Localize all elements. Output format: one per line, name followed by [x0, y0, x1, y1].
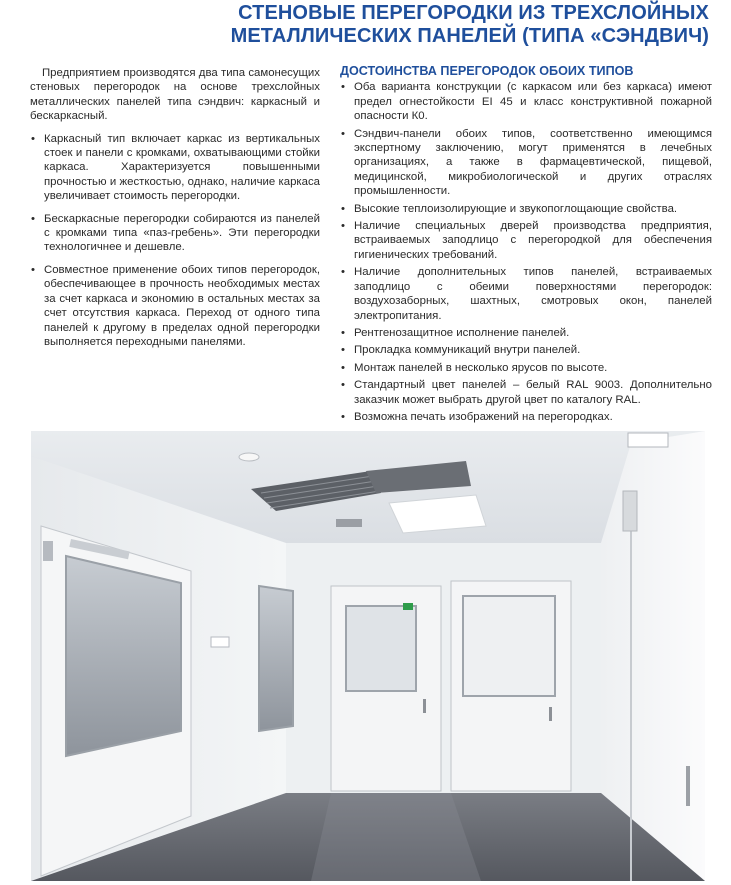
list-item: • Возможна печать изображений на перегородках.	[340, 410, 712, 424]
list-item: • Каркасный тип включает каркас из вертикальных стоек и панели с кромками, охватывающими стойки каркаса. Характеризуется повышенными прочностью и жесткостью, однако, наличие каркаса увеличивает стоимость перегородки.	[30, 132, 320, 204]
list-item: • Оба варианта конструкции (с каркасом или без каркаса) имеют предел огнестойкости EI 45 и класс конструктивной пожарной опасности К0.	[340, 80, 712, 123]
exit-sign-icon	[403, 603, 413, 610]
list-item: • Бескаркасные перегородки собираются из панелей с кромками типа «паз-гребень». Эти перегородки технологичнее и дешевле.	[30, 212, 320, 255]
camera-icon	[336, 519, 362, 527]
list-item: • Рентгенозащитное исполнение панелей.	[340, 326, 712, 340]
side-window	[259, 586, 293, 731]
left-door-window	[66, 556, 181, 756]
left-door-hinge	[43, 541, 53, 561]
middle-door-window	[346, 606, 416, 691]
list-item: • Монтаж панелей в несколько ярусов по высоте.	[340, 361, 712, 375]
cleanroom-illustration	[31, 431, 705, 881]
middle-door-handle	[423, 699, 426, 713]
power-socket-icon	[211, 637, 229, 647]
right-door-window	[463, 596, 555, 696]
right-wall-hinge	[623, 491, 637, 531]
advantages-heading: ДОСТОИНСТВА ПЕРЕГОРОДОК ОБОИХ ТИПОВ	[340, 64, 634, 78]
title-line-2: МЕТАЛЛИЧЕСКИХ ПАНЕЛЕЙ (ТИПА «СЭНДВИЧ)	[230, 25, 709, 47]
right-door-handle	[549, 707, 552, 721]
smoke-detector-icon	[239, 453, 259, 461]
list-item: • Стандартный цвет панелей – белый RAL 9003. Дополнительно заказчик может выбрать другой цвет по каталогу RAL.	[340, 378, 712, 407]
list-item: • Высокие теплоизолирующие и звукопоглощающие свойства.	[340, 202, 712, 216]
left-column	[30, 66, 320, 357]
page-title	[189, 2, 709, 48]
list-item: • Прокладка коммуникаций внутри панелей.	[340, 343, 712, 357]
cleanroom-photo	[31, 431, 705, 881]
left-bullet-list	[30, 132, 320, 350]
right-column	[340, 64, 712, 427]
list-item: • Наличие специальных дверей производства предприятия, встраиваемых заподлицо с перегородкой для обеспечения гигиенических требований.	[340, 219, 712, 262]
right-wall-socket	[628, 433, 668, 447]
list-item: • Сэндвич-панели обоих типов, соответственно имеющимся экспертному заключению, могут применятся в лечебных организациях, а также в фармацевтической, пищевой, медицинской, микробиологической и других отраслях промышленности.	[340, 127, 712, 199]
list-item: • Наличие дополнительных типов панелей, встраиваемых заподлицо с обеими поверхностями перегородок: воздухозаборных, шахтных, смотровых окон, панелей электропитания.	[340, 265, 712, 323]
title-line-1: СТЕНОВЫЕ ПЕРЕГОРОДКИ ИЗ ТРЕХСЛОЙНЫХ	[238, 2, 709, 24]
list-item: • Совместное применение обоих типов перегородок, обеспечивающее в прочность необходимых местах за счет каркаса и экономию в остальных местах за счет отсутствия каркаса. Переход от одного типа панелей к другому в пределах одной перегородки выполняется переходными панелями.	[30, 263, 320, 349]
intro-paragraph: Предприятием производятся два типа самонесущих стеновых перегородок на основе трехслойных металлических панелей типа сэндвич: каркасный и бескаркасный.	[30, 67, 320, 123]
advantages-list	[340, 80, 712, 424]
floor-reflection	[311, 793, 481, 881]
right-door-handle-2	[686, 766, 690, 806]
